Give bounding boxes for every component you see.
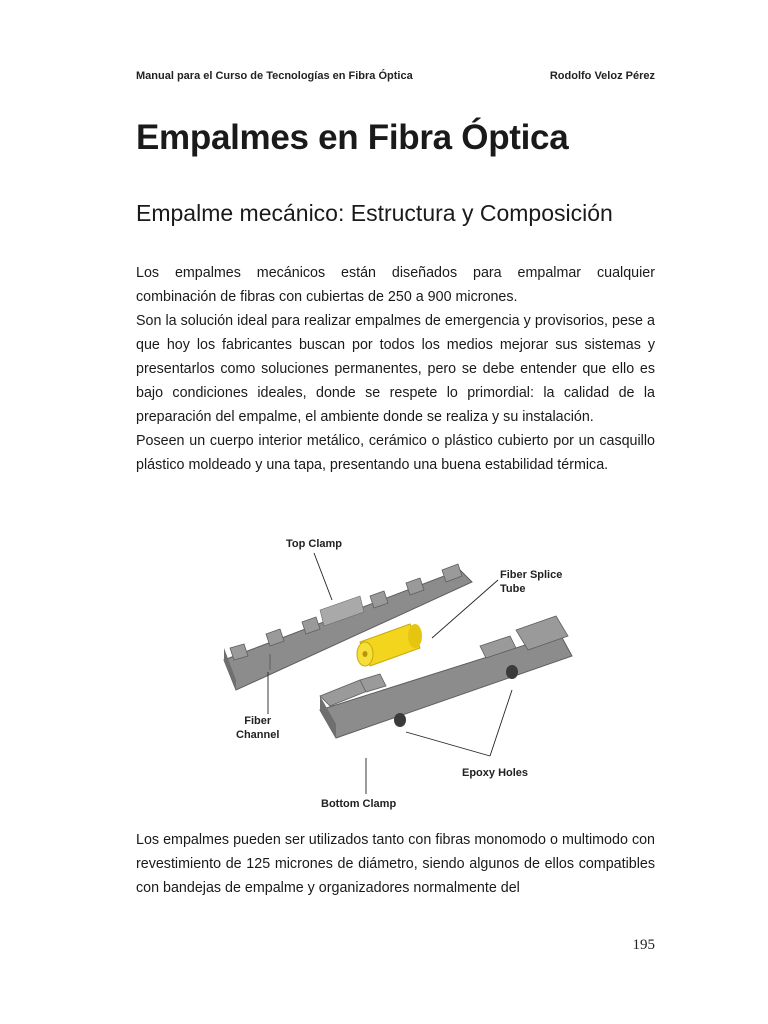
paragraph: Los empalmes mecánicos están diseñados para empalmar cualquier combinación de fibras con cubiertas de 250 a 900 micrones. xyxy=(136,265,655,305)
page-number: 195 xyxy=(632,937,655,953)
paragraph: Poseen un cuerpo interior metálico, cerámico o plástico cubierto por un casquillo plástico moldeado y una tapa, presentando una buena estabilidad térmica. xyxy=(136,433,655,473)
header-author: Rodolfo Veloz Pérez xyxy=(549,70,655,82)
label-bottom-clamp: Bottom Clamp xyxy=(321,798,397,810)
label-line: Fiber xyxy=(244,715,272,727)
epoxy-hole xyxy=(394,713,406,727)
epoxy-hole xyxy=(506,665,518,679)
label-fiber-channel xyxy=(236,714,279,742)
label-line: Tube xyxy=(500,583,526,595)
page-title: Empalmes en Fibra Óptica xyxy=(136,118,569,157)
intro-text-block xyxy=(136,261,655,477)
paragraph: Los empalmes pueden ser utilizados tanto con fibras monomodo o multimodo con revestimiento de 125 micrones de diámetro, siendo algunos de ellos compatibles con bandejas de empalme y organizadores normalmente del xyxy=(136,832,655,896)
mechanical-splice-figure xyxy=(210,530,580,820)
page-header xyxy=(136,70,655,82)
label-line: Channel xyxy=(236,729,280,741)
top-clamp-part xyxy=(224,564,472,690)
header-course-title: Manual para el Curso de Tecnologías en Fibra Óptica xyxy=(136,70,413,82)
label-epoxy-holes: Epoxy Holes xyxy=(462,767,529,779)
label-line: Fiber Splice xyxy=(500,569,563,581)
section-subtitle: Empalme mecánico: Estructura y Composición xyxy=(136,200,613,226)
label-top-clamp: Top Clamp xyxy=(286,538,343,550)
closing-text-block xyxy=(136,828,655,900)
paragraph: Son la solución ideal para realizar empalmes de emergencia y provisorios, pese a que hoy los fabricantes buscan por todos los medios mejorar sus sistemas y presentarlos como soluciones permanentes, pero se debe entender que ello es bajo condiciones ideales, donde se respete lo primordial: la calidad de la preparación del empalme, el ambiente donde se realiza y su instalación. xyxy=(136,313,655,425)
label-fiber-splice-tube xyxy=(500,568,562,596)
